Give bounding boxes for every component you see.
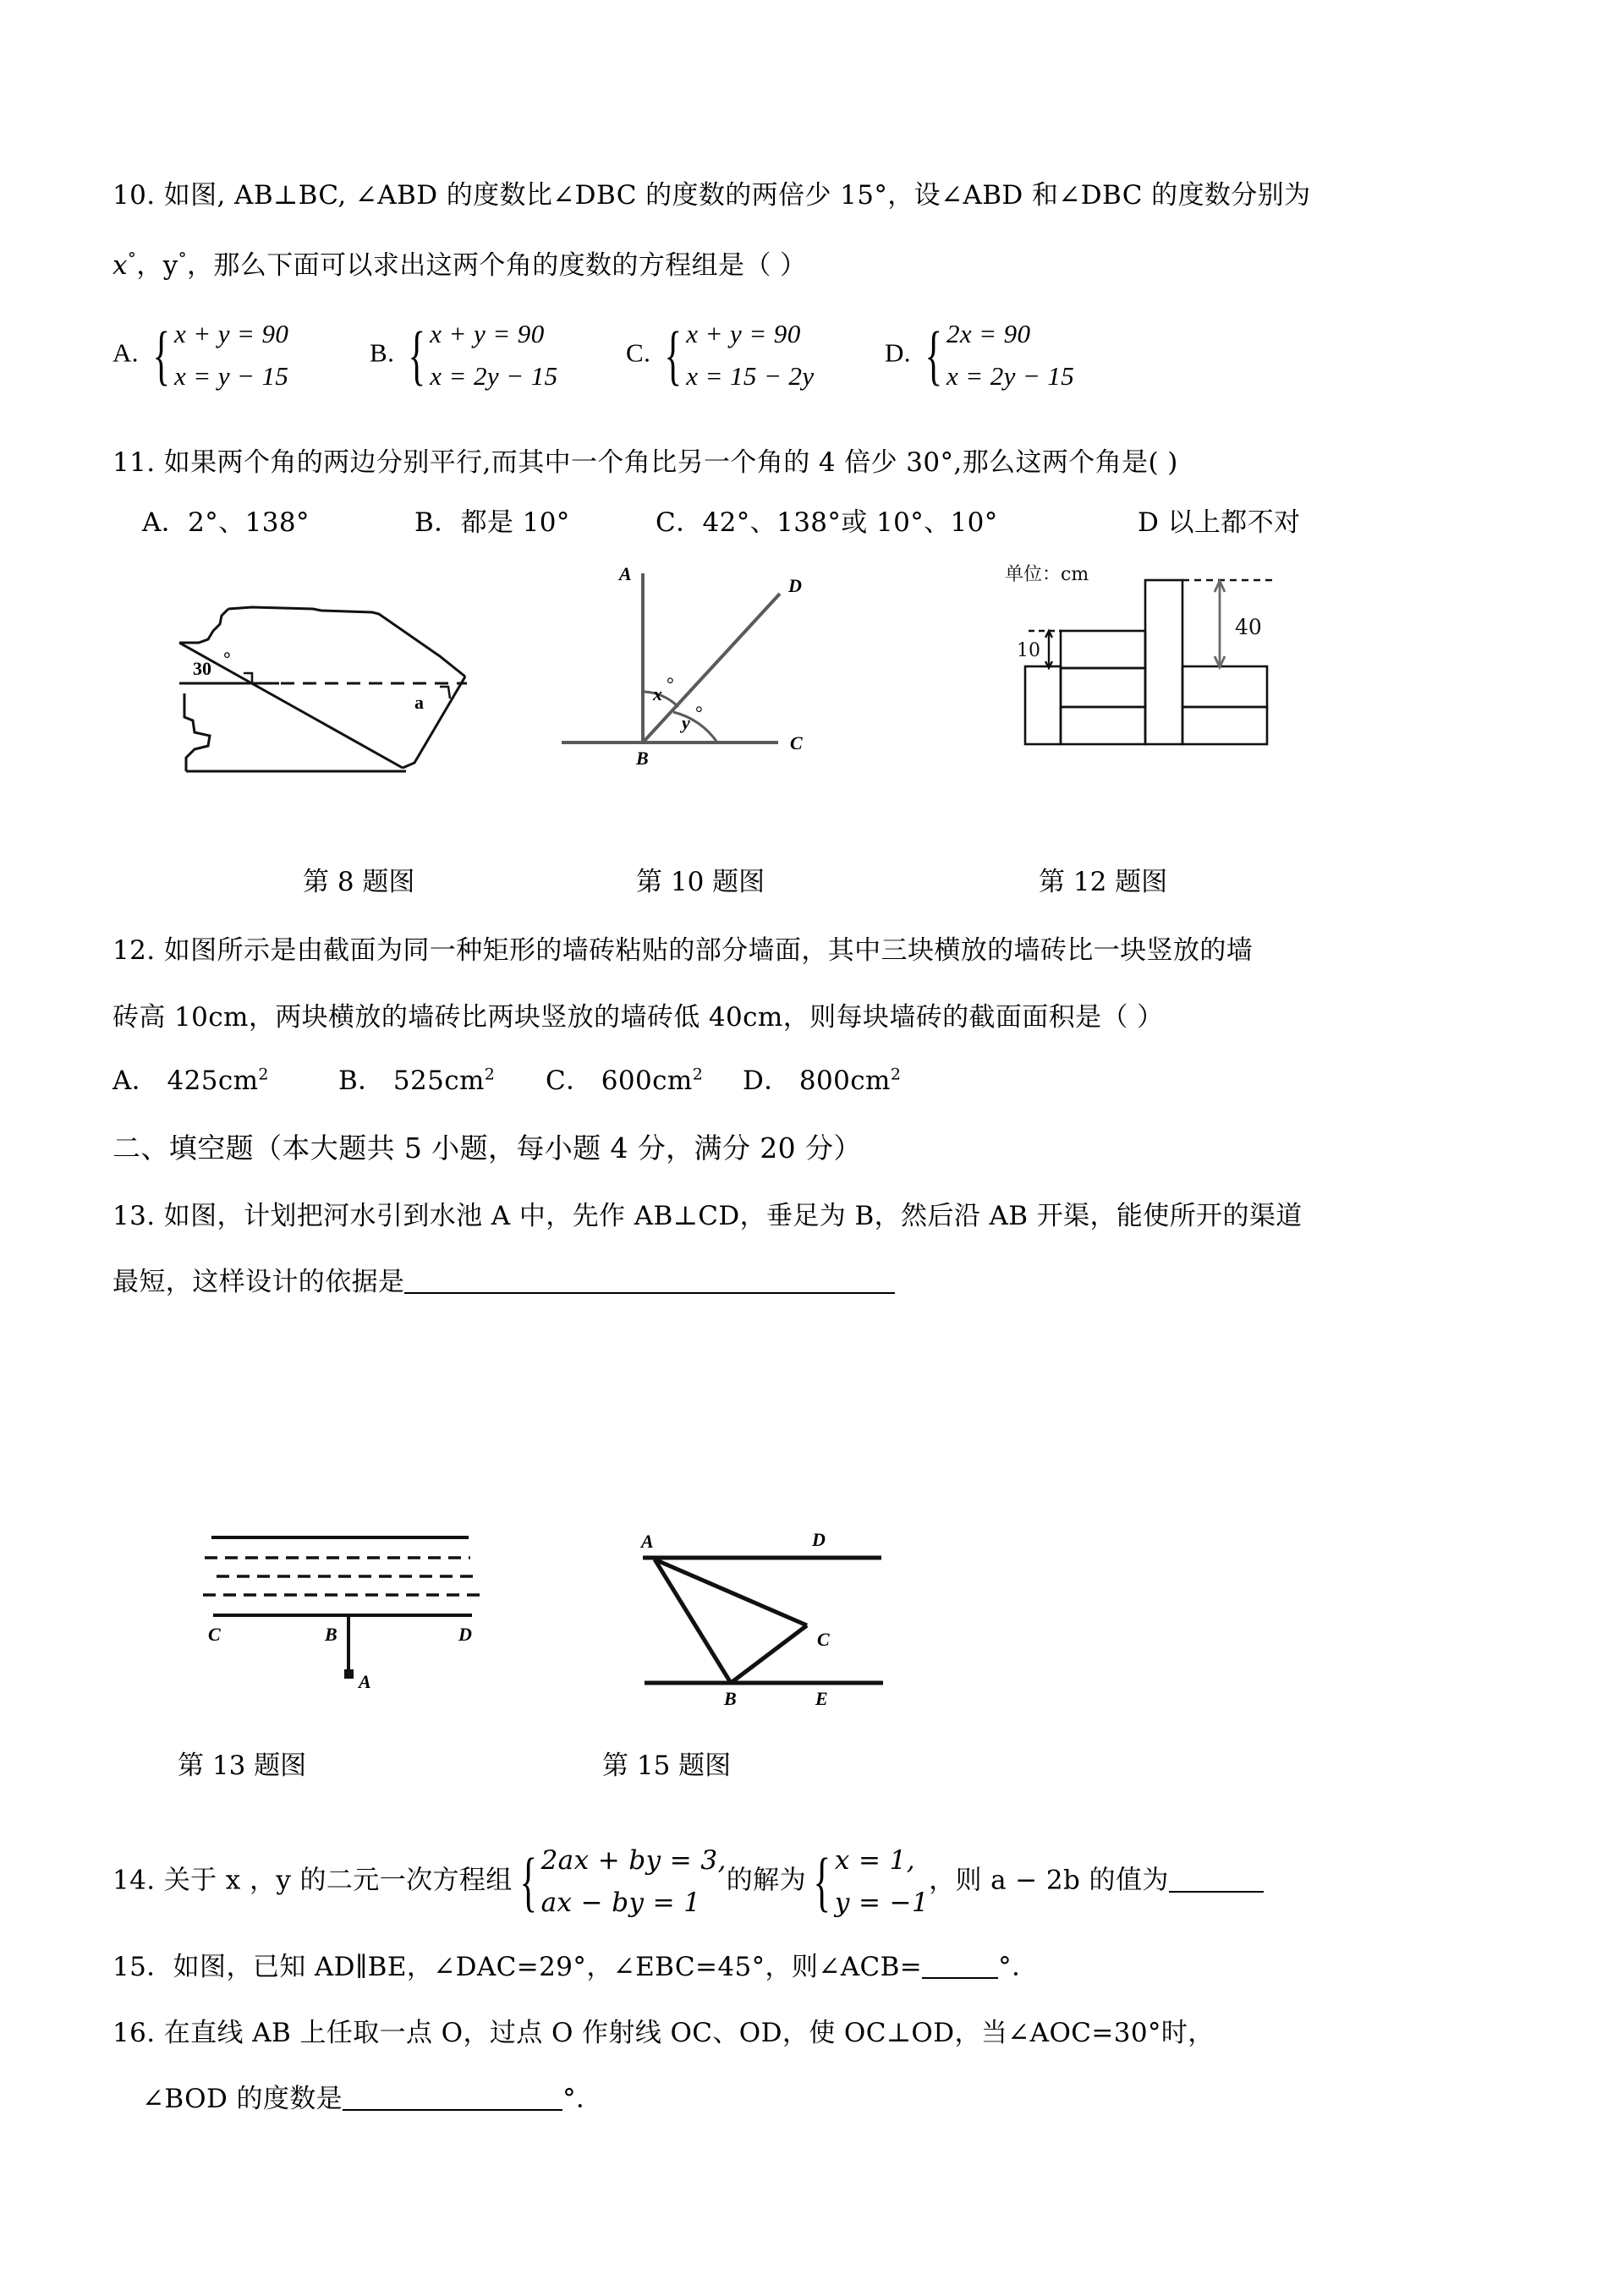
q12-c-unit: cm [652, 1066, 693, 1096]
question-12-line-2: 砖高 10cm，两块横放的墙砖比两块竖放的墙砖低 40cm，则每块墙砖的截面面积是（ ） [112, 1002, 1164, 1033]
question-13-line-2 [112, 1260, 895, 1298]
figure-10-caption: 第 10 题图 [636, 867, 765, 897]
q10-d-eq2: x = 2y − 15 [946, 361, 1075, 392]
q14-solution-eq2: y = −1 [834, 1888, 930, 1919]
q10-c-eq1: x + y = 90 [686, 319, 801, 348]
q10-a-eq1: x + y = 90 [173, 319, 289, 348]
q10-option-d-letter: D. [885, 337, 911, 368]
fig13-label-B: B [325, 1624, 337, 1645]
q12-c-value: 600 [601, 1066, 653, 1096]
question-10-line-1: 10. 如图, AB⊥BC, ∠ABD 的度数比∠DBC 的度数的两倍少 15°，设∠ABD 和∠DBC 的度数分别为 [112, 180, 1311, 211]
q10-line2-tail: ，那么下面可以求出这两个角的度数的方程组是（ ） [187, 250, 807, 281]
q15-text: 15．如图，已知 AD∥BE，∠DAC=29°，∠EBC=45°，则∠ACB= [112, 1952, 923, 1982]
q10-var-y: ，y [136, 250, 178, 281]
fig10-label-C: C [790, 732, 803, 753]
q11-option-b[interactable]: B．都是 10° [414, 507, 570, 538]
q16-answer-blank[interactable] [343, 2108, 562, 2111]
q12-option-a[interactable] [112, 1059, 269, 1097]
q10-b-eq1: x + y = 90 [430, 319, 545, 348]
figure-question-10 [558, 550, 837, 770]
q12-c-letter: C． [546, 1066, 593, 1096]
q12-c-exp: 2 [692, 1065, 704, 1084]
fig12-unit-label: 单位：cm [1005, 564, 1089, 585]
q13-line2-text: 最短，这样设计的依据是 [112, 1267, 405, 1297]
q12-a-value: 425 [167, 1066, 218, 1096]
q12-b-value: 525 [392, 1066, 445, 1096]
q10-c-eq2: x = 15 − 2y [686, 361, 815, 392]
fig15-label-A: A [641, 1531, 654, 1552]
fig10-degree-x: ° [667, 673, 674, 694]
q14-answer-blank[interactable] [1169, 1890, 1264, 1893]
fig15-label-C: C [817, 1629, 830, 1650]
figure-13-caption: 第 13 题图 [178, 1751, 307, 1781]
q14-middle: 的解为 [726, 1865, 806, 1896]
q12-d-unit: cm [850, 1066, 891, 1096]
fig15-label-B: B [724, 1688, 737, 1709]
fig12-dim-40: 40 [1235, 615, 1262, 639]
q10-option-a[interactable] [112, 313, 288, 397]
q14-suffix: ，则 a − 2b 的值为 [929, 1865, 1169, 1896]
brace-icon: { [152, 318, 171, 392]
q10-option-a-letter: A. [112, 337, 139, 368]
q12-d-exp: 2 [890, 1065, 902, 1084]
q14-system-eq1: 2ax + by = 3, [540, 1845, 727, 1876]
q10-d-eq1: 2x = 90 [946, 319, 1031, 348]
question-14 [112, 1839, 1264, 1924]
fig10-label-B: B [636, 748, 649, 769]
q16-line2-text: ∠BOD 的度数是 [142, 2084, 343, 2114]
question-16-line-1: 16. 在直线 AB 上任取一点 O，过点 O 作射线 OC、OD，使 OC⊥OD，当∠AOC=30°时， [112, 2018, 1215, 2048]
figure-12-caption: 第 12 题图 [1039, 867, 1168, 897]
fig8-alpha-label: a [414, 692, 424, 713]
q10-option-d[interactable] [885, 313, 1074, 397]
q15-suffix: °． [998, 1952, 1039, 1982]
q12-a-exp: 2 [258, 1065, 269, 1084]
question-11-stem: 11. 如果两个角的两边分别平行,而其中一个角比另一个角的 4 倍少 30°,那么这两个角是( ) [112, 447, 1178, 478]
q11-option-a[interactable]: A．2°、138° [142, 507, 310, 538]
fig12-dim-10: 10 [1017, 640, 1040, 661]
question-10-line-2: x°，y°，那么下面可以求出这两个角的度数的方程组是（ ） [112, 248, 807, 281]
figure-15-caption: 第 15 题图 [602, 1751, 732, 1781]
fig13-label-A: A [359, 1671, 371, 1692]
question-12-line-1: 12. 如图所示是由截面为同一种矩形的墙砖粘贴的部分墙面，其中三块横放的墙砖比一块竖放的墙 [112, 935, 1254, 966]
brace-icon: { [924, 318, 943, 392]
q16-suffix: °． [562, 2084, 603, 2114]
fig10-label-D: D [788, 575, 802, 596]
fig10-degree-y: ° [695, 702, 703, 723]
figure-question-8 [161, 575, 524, 795]
q10-b-eq2: x = 2y − 15 [430, 361, 558, 392]
q12-b-unit: cm [444, 1066, 485, 1096]
section-2-heading: 二、填空题（本大题共 5 小题，每小题 4 分，满分 20 分） [112, 1132, 862, 1164]
question-15 [112, 1945, 1038, 1983]
figure-8-caption: 第 8 题图 [303, 867, 415, 897]
fig10-angle-y: y [682, 712, 690, 733]
q13-answer-blank[interactable] [404, 1291, 895, 1294]
fig15-label-E: E [815, 1688, 828, 1709]
figure-question-15 [602, 1514, 941, 1708]
q12-option-b[interactable] [338, 1059, 495, 1097]
fig13-label-C: C [208, 1624, 221, 1645]
q15-answer-blank[interactable] [922, 1976, 998, 1979]
q12-option-c[interactable] [546, 1059, 703, 1097]
q12-a-letter: A． [112, 1066, 159, 1096]
q12-b-letter: B． [338, 1066, 385, 1096]
q10-option-b[interactable] [370, 313, 558, 397]
question-13-line-1: 13. 如图，计划把河水引到水池 A 中，先作 AB⊥CD，垂足为 B，然后沿 AB 开渠，能使所开的渠道 [112, 1201, 1303, 1231]
q14-solution-eq1: x = 1, [834, 1845, 915, 1876]
brace-icon: { [519, 1844, 538, 1919]
fig8-angle-label: 30 [193, 658, 211, 679]
q10-option-c[interactable] [626, 313, 815, 397]
q10-a-eq2: x = y − 15 [173, 361, 289, 392]
brace-icon: { [408, 318, 426, 392]
figure-question-13 [179, 1514, 518, 1708]
q12-option-d[interactable] [743, 1059, 901, 1097]
figure-question-12 [981, 565, 1336, 776]
fig10-label-A: A [619, 563, 632, 584]
q14-system-eq2: ax − by = 1 [540, 1888, 701, 1919]
q11-option-c[interactable]: C．42°、138°或 10°、10° [656, 507, 998, 538]
q12-d-value: 800 [798, 1066, 851, 1096]
q12-a-unit: cm [217, 1066, 259, 1096]
q12-d-letter: D． [743, 1066, 791, 1096]
q10-var-x: x [112, 250, 128, 281]
brace-icon: { [664, 318, 683, 392]
fig15-label-D: D [812, 1529, 826, 1550]
q11-option-d[interactable]: D 以上都不对 [1138, 507, 1301, 538]
brace-icon: { [813, 1844, 831, 1919]
q12-b-exp: 2 [484, 1065, 496, 1084]
fig13-label-D: D [458, 1624, 472, 1645]
fig10-angle-x: x [653, 683, 662, 704]
q10-option-b-letter: B. [370, 337, 395, 368]
fig8-degree-symbol: ° [223, 648, 231, 669]
q14-prefix: 14. 关于 x ，y 的二元一次方程组 [112, 1865, 513, 1896]
q10-option-c-letter: C. [626, 337, 651, 368]
question-16-line-2 [142, 2077, 602, 2115]
